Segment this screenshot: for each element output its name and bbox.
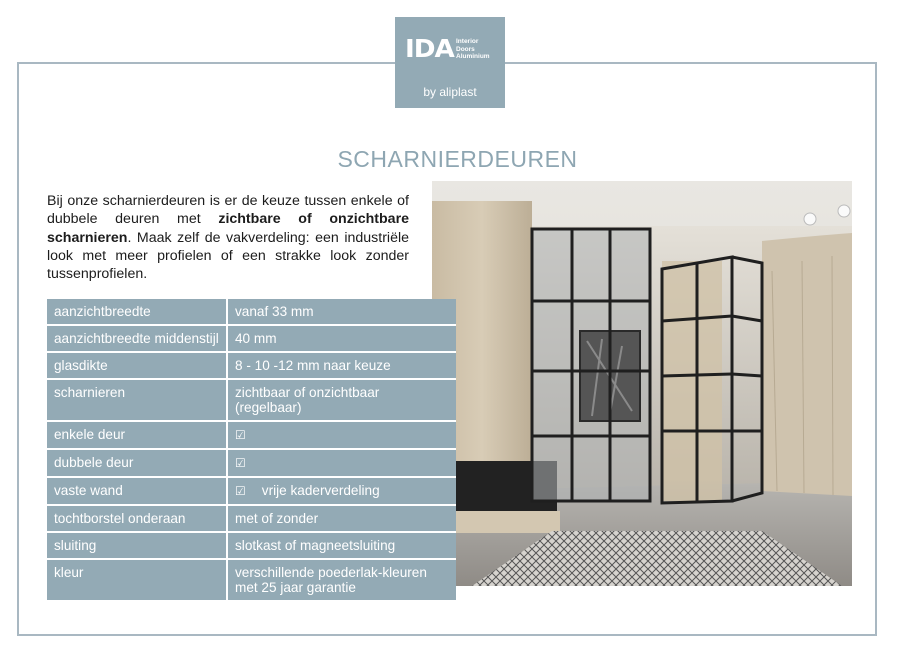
spec-value bbox=[227, 477, 456, 505]
spec-value: 40 mm bbox=[227, 325, 456, 352]
table-row bbox=[47, 532, 456, 559]
spec-value: slotkast of magneetsluiting bbox=[227, 532, 456, 559]
intro-text: . Maak zelf de vakverdeling: een industriële look met meer profielen of een strakke look zonder tussenprofielen. bbox=[47, 229, 409, 283]
logo-byline: by aliplast bbox=[423, 85, 477, 99]
page-title: SCHARNIERDEUREN bbox=[337, 146, 578, 173]
spec-label: aanzichtbreedte bbox=[47, 299, 227, 325]
ida-logo-mark bbox=[405, 35, 495, 63]
spec-label: scharnieren bbox=[47, 379, 227, 421]
hinged-doors-interior-image bbox=[432, 181, 852, 586]
specs-table bbox=[47, 299, 456, 602]
table-row bbox=[47, 449, 456, 477]
spec-label: kleur bbox=[47, 559, 227, 601]
table-row bbox=[47, 325, 456, 352]
spec-label: sluiting bbox=[47, 532, 227, 559]
spec-value: 8 - 10 -12 mm naar keuze bbox=[227, 352, 456, 379]
spec-label: glasdikte bbox=[47, 352, 227, 379]
spec-value-extra: vrije kaderverdeling bbox=[261, 483, 380, 498]
table-row bbox=[47, 421, 456, 449]
table-row bbox=[47, 379, 456, 421]
spec-value bbox=[227, 449, 456, 477]
spec-label: tochtborstel onderaan bbox=[47, 505, 227, 532]
spec-label: dubbele deur bbox=[47, 449, 227, 477]
logo-sub-line: Aluminium bbox=[456, 53, 490, 60]
ida-logo bbox=[395, 17, 505, 108]
checkbox-checked-icon: ☑ bbox=[235, 484, 246, 498]
table-row bbox=[47, 477, 456, 505]
logo-sub-line: Interior bbox=[456, 38, 479, 45]
intro-bold-text: zichtbare of onzichtbare scharnieren bbox=[47, 211, 409, 246]
table-row bbox=[47, 505, 456, 532]
intro-text: Bij onze scharnierdeuren is er de keuze tussen enkele of dubbele deuren met bbox=[47, 193, 409, 228]
table-row bbox=[47, 352, 456, 379]
table-row bbox=[47, 299, 456, 325]
logo-brand: IDA bbox=[405, 34, 454, 63]
spec-value: met of zonder bbox=[227, 505, 456, 532]
spec-label: vaste wand bbox=[47, 477, 227, 505]
checkbox-checked-icon: ☑ bbox=[235, 456, 246, 470]
spec-value: zichtbaar of onzichtbaar (regelbaar) bbox=[227, 379, 456, 421]
logo-sub-text bbox=[456, 38, 490, 61]
spec-label: aanzichtbreedte middenstijl bbox=[47, 325, 227, 352]
product-photo bbox=[432, 181, 852, 586]
logo-sub-line: Doors bbox=[456, 45, 475, 53]
spec-value: verschillende poederlak-kleuren met 25 jaar garantie bbox=[227, 559, 456, 601]
spec-label: enkele deur bbox=[47, 421, 227, 449]
checkbox-checked-icon: ☑ bbox=[235, 428, 246, 442]
table-row bbox=[47, 559, 456, 601]
spec-value bbox=[227, 421, 456, 449]
intro-paragraph bbox=[47, 192, 409, 283]
spec-value: vanaf 33 mm bbox=[227, 299, 456, 325]
